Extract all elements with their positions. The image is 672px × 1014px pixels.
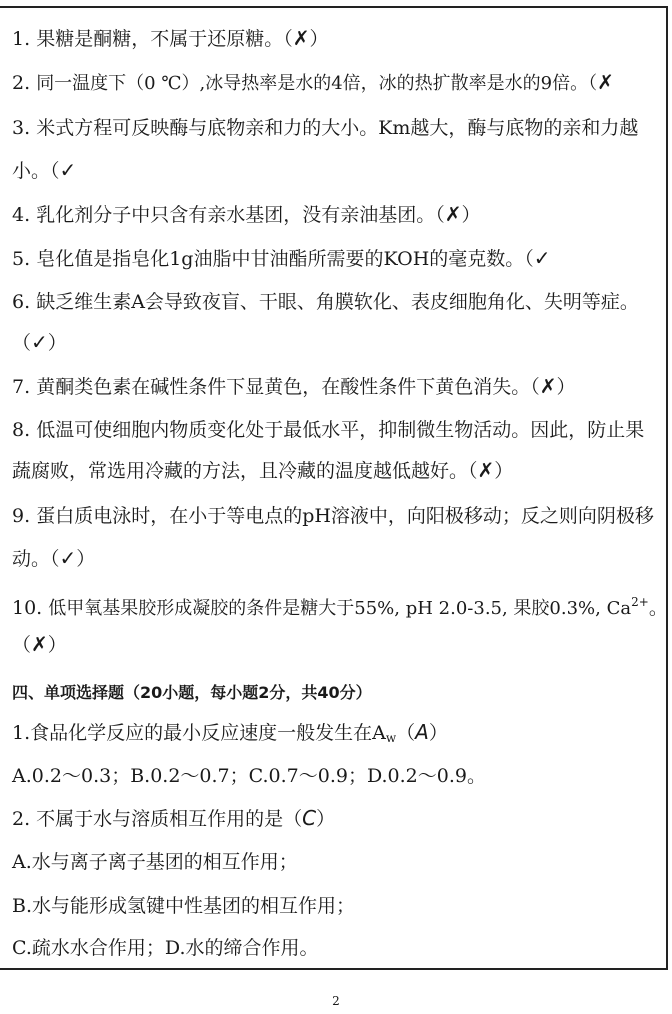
tf-question-9: [12, 504, 654, 528]
question-number: 8.: [12, 419, 31, 441]
open-paren: （: [12, 634, 32, 656]
tf-question-10: [12, 590, 668, 621]
handwritten-answer-mark: ✗: [31, 632, 48, 656]
superscript: 2+: [631, 595, 649, 609]
handwritten-answer-mark: ✓: [31, 330, 48, 354]
question-number: 2.: [12, 72, 31, 94]
tf-question-7: [12, 374, 575, 399]
question-text: 同一温度下（0 ℃）,冰导热率是水的4倍，冰的热扩散率是水的9倍。（: [36, 73, 598, 94]
question-number: 9.: [12, 505, 31, 527]
close-paren: ）: [47, 332, 67, 354]
handwritten-answer-mark: ✓: [533, 246, 551, 270]
tf-question-3-cont: [12, 158, 76, 183]
question-text: 米式方程可反映酶与底物亲和力的大小。Km越大，酶与底物的亲和力越: [36, 117, 639, 139]
question-text: 缺乏维生素A会导致夜盲、干眼、角膜软化、表皮细胞角化、失明等症。: [36, 291, 639, 313]
tf-question-1: [12, 26, 328, 51]
question-number: 6.: [12, 291, 31, 313]
tf-question-6: [12, 290, 639, 314]
close-paren: ）: [428, 722, 448, 744]
question-number: 10.: [12, 597, 43, 619]
handwritten-answer-mark: ✓: [59, 158, 77, 182]
mc-question-2-option-b: B.水与能形成氢键中性基团的相互作用；: [12, 895, 356, 917]
tf-question-4: [12, 202, 480, 227]
close-paren: ）: [461, 204, 481, 226]
handwritten-answer-mark: ✗: [477, 458, 495, 482]
tf-question-9-cont: [12, 546, 95, 571]
close-paren: ）: [556, 376, 576, 398]
question-number: 5.: [12, 248, 31, 270]
question-text: 。: [648, 597, 668, 619]
question-text: 果糖是酮糖，不属于还原糖。（: [36, 28, 293, 50]
tf-question-2: [12, 70, 614, 96]
question-text: 蛋白质电泳时，在小于等电点的pH溶液中，向阳极移动；反之则向阴极移: [36, 505, 654, 527]
question-text: 蔬腐败，常选用冷藏的方法，且冷藏的温度越低越好。（: [12, 460, 478, 482]
close-paren: ）: [47, 634, 67, 656]
handwritten-answer-mark: A: [415, 720, 429, 744]
question-text: 1.食品化学反应的最小反应速度一般发生在A: [12, 722, 386, 744]
question-text: 小。（: [12, 160, 60, 182]
question-text: 乳化剂分子中只含有亲水基团，没有亲油基团。（: [36, 204, 445, 226]
page-number: 2: [332, 994, 340, 1008]
close-paren: ）: [76, 548, 96, 570]
question-number: 3.: [12, 117, 31, 139]
close-paren: ）: [309, 28, 329, 50]
mc-question-2-option-cd: C.疏水水合作用；D.水的缔合作用。: [12, 937, 319, 959]
handwritten-answer-mark: ✓: [59, 546, 77, 570]
tf-question-8: [12, 418, 644, 442]
mc-question-2: [12, 806, 335, 831]
close-paren: ）: [494, 460, 514, 482]
mc-question-1: [12, 720, 448, 750]
handwritten-answer-mark: C: [302, 806, 317, 830]
tf-question-5: [12, 246, 551, 271]
tf-question-3: [12, 116, 638, 140]
handwritten-answer-mark: ✗: [292, 26, 310, 50]
question-text: 低甲氧基果胶形成凝胶的条件是糖大于55%, pH 2.0-3.5, 果胶0.3%, Ca: [48, 598, 632, 619]
handwritten-answer-mark: ✗: [597, 70, 614, 94]
open-paren: （: [396, 722, 416, 744]
question-text: 动。（: [12, 548, 60, 570]
open-paren: （: [12, 332, 32, 354]
question-number: 4.: [12, 204, 31, 226]
tf-question-6-cont: [12, 330, 67, 355]
mc-question-1-options: A.0.2～0.3；B.0.2～0.7；C.0.7～0.9；D.0.2～0.9。: [12, 765, 486, 787]
handwritten-answer-mark: ✗: [444, 202, 462, 226]
handwritten-answer-mark: ✗: [539, 374, 557, 398]
question-number: 1.: [12, 28, 31, 50]
question-text: 低温可使细胞内物质变化处于最低水平，抑制微生物活动。因此，防止果: [36, 419, 645, 441]
tf-question-8-cont: [12, 458, 513, 483]
subscript: w: [385, 731, 397, 745]
close-paren: ）: [316, 808, 336, 830]
question-text: 皂化值是指皂化1g油脂中甘油酯所需要的KOH的毫克数。（: [36, 248, 534, 270]
question-text: 2. 不属于水与溶质相互作用的是（: [12, 808, 303, 830]
question-number: 7.: [12, 376, 31, 398]
section-heading: 四、单项选择题（20小题，每小题2分，共40分）: [12, 683, 372, 702]
mc-question-2-option-a: A.水与离子离子基团的相互作用；: [12, 851, 298, 873]
tf-question-10-cont: [12, 632, 67, 657]
question-text: 黄酮类色素在碱性条件下显黄色，在酸性条件下黄色消失。（: [36, 376, 540, 398]
